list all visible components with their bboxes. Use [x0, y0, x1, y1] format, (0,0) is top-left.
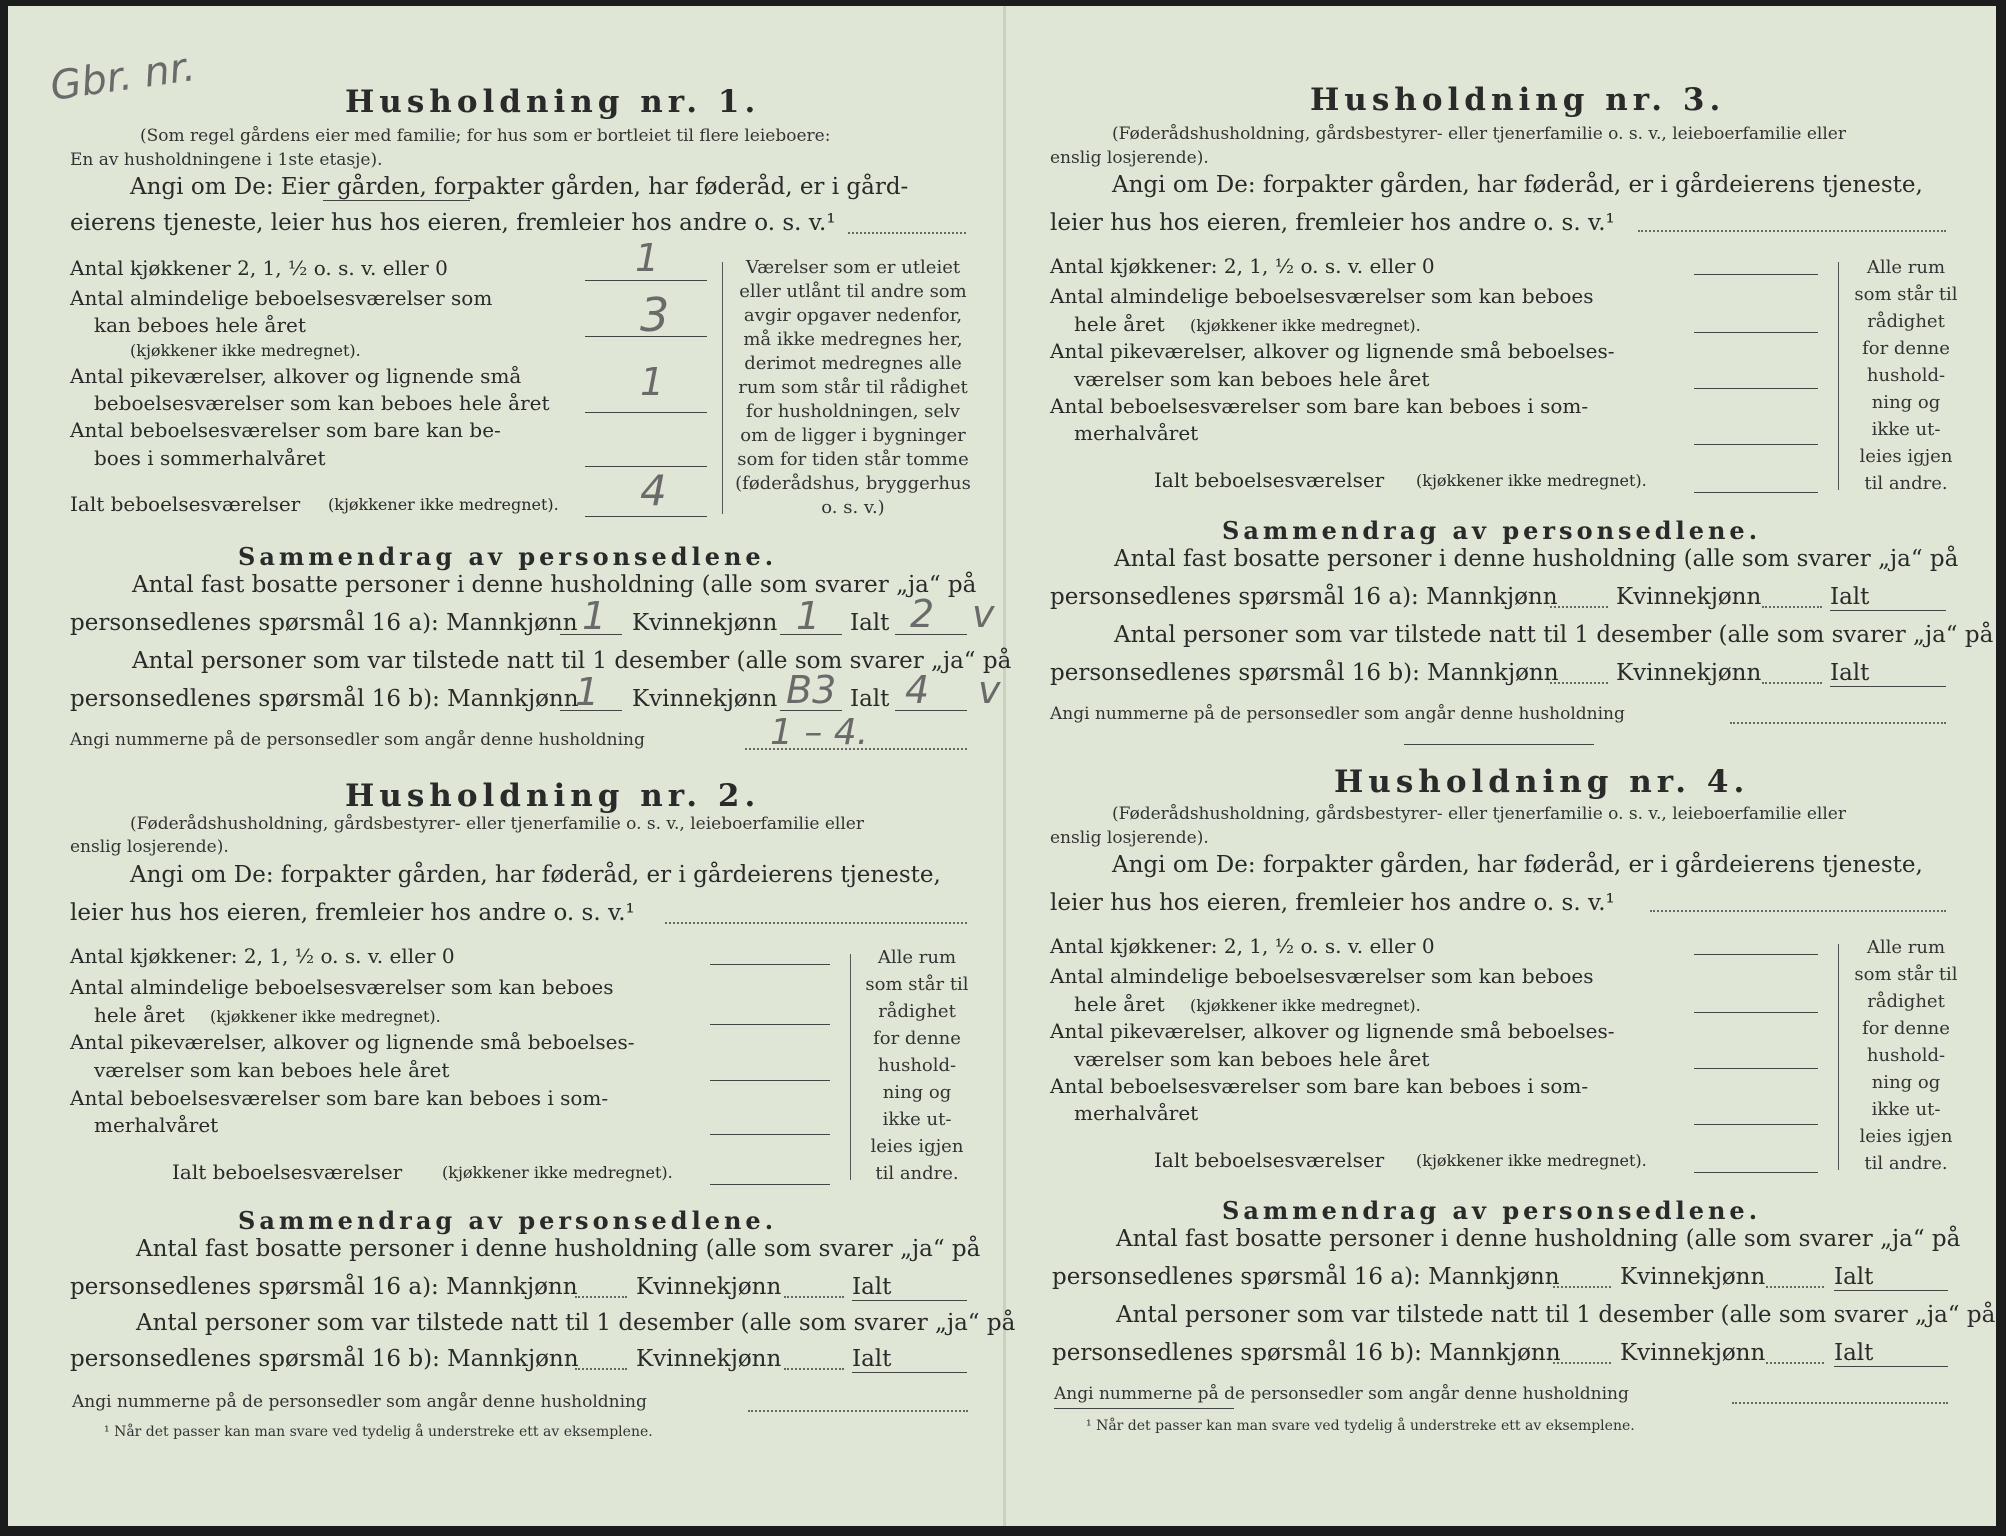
- hh1-room-kitchens: Antal kjøkkener 2, 1, ½ o. s. v. eller 0: [70, 256, 448, 280]
- hh3-brace-line: for denne: [1862, 338, 1950, 359]
- hh1-brace-text: Værelser som er utleiet eller utlånt til andre som avgir opgaver nedenfor, må ikke medregnes her, derimot medregnes alle rum som står til rådighet for husholdningen, selv om de ligger i bygninger som for tiden står tomme (føderådshus, bryggerhus o. s. v.): [735, 257, 971, 518]
- hh3-summary-b-total: Ialt: [1830, 660, 1870, 686]
- hh1-total-answer: 4: [640, 466, 667, 515]
- hh1-room-summer-2: boes i sommerhalvåret: [94, 446, 326, 470]
- hh2-room-summer-2: merhalvåret: [94, 1113, 219, 1137]
- hh3-brace: [1838, 262, 1847, 490]
- hh1-total-line: [585, 516, 707, 517]
- hh3-brace-line: ikke ut-: [1871, 419, 1941, 440]
- hh3-summer-line: [1694, 444, 1818, 445]
- hh4-brace-line: rådighet: [1867, 991, 1945, 1012]
- hh2-brace-line: for denne: [873, 1028, 961, 1049]
- hh3-brace-line: ning og: [1871, 392, 1941, 413]
- hh2-a-total-line: [852, 1300, 967, 1301]
- hh2-brace: [850, 954, 859, 1180]
- hh3-note-2: enslig losjerende).: [1050, 148, 1209, 168]
- hh3-summary-a-2: personsedlenes spørsmål 16 a): Mannkjønn: [1050, 584, 1558, 610]
- hh1-room-ordinary-1: Antal almindelige beboelsesværelser som: [70, 286, 493, 310]
- hh1-room-total-note: (kjøkkener ikke medregnet).: [328, 495, 559, 514]
- hh2-brace-line: rådighet: [878, 1001, 956, 1022]
- hh4-angi-dotline: [1650, 910, 1946, 912]
- hh4-summary-a-2: personsedlenes spørsmål 16 a): Mannkjønn: [1052, 1264, 1560, 1290]
- hh1-b-total-answer: 4: [905, 668, 930, 712]
- hh4-brace-line: hushold-: [1866, 1045, 1946, 1066]
- hh4-total-line: [1694, 1172, 1818, 1173]
- hh3-small-line: [1694, 388, 1818, 389]
- hh2-brace-line: ikke ut-: [882, 1109, 952, 1130]
- hh4-ordinary-line: [1694, 1012, 1818, 1013]
- hh2-room-ordinary-1: Antal almindelige beboelsesværelser som kan beboes: [70, 975, 614, 999]
- hh2-summary-b-total: Ialt: [852, 1346, 892, 1372]
- hh3-summary-b-2: personsedlenes spørsmål 16 b): Mannkjønn: [1050, 660, 1559, 686]
- hh4-angi-2: leier hus hos eieren, fremleier hos andre o. s. v.¹: [1050, 890, 1615, 916]
- hh3-brace-line: som står til: [1854, 284, 1958, 305]
- hh3-summary-b-female: Kvinnekjønn: [1616, 660, 1762, 686]
- hh4-note-1: (Føderådshusholdning, gårdsbestyrer- eller tjenerfamilie o. s. v., leieboerfamilie eller: [1112, 804, 1846, 824]
- hh1-angi-1: Angi om De: Eier gården, forpakter gården, har føderåd, er i gård-: [130, 174, 909, 200]
- hh4-room-summer-1: Antal beboelsesværelser som bare kan beboes i som-: [1050, 1074, 1589, 1098]
- hh4-b-male-line: [1553, 1362, 1611, 1364]
- hh4-room-total-note: (kjøkkener ikke medregnet).: [1416, 1151, 1647, 1170]
- hh2-total-line: [710, 1184, 830, 1185]
- hh3-angi-2: leier hus hos eieren, fremleier hos andre o. s. v.¹: [1050, 210, 1615, 236]
- hh1-kitchens-line: [585, 280, 707, 281]
- hh3-summary-a-total: Ialt: [1830, 584, 1870, 610]
- hh2-brace-line: leies igjen: [870, 1136, 964, 1157]
- hh3-angi-dotline: [1638, 230, 1946, 232]
- hh2-b-total-line: [852, 1372, 967, 1373]
- hh4-title: Husholdning nr. 4.: [1334, 764, 1750, 800]
- hh4-brace: [1838, 944, 1847, 1170]
- hh1-room-small-2: beboelsesværelser som kan beboes hele året: [94, 391, 550, 415]
- hh3-kitchens-line: [1694, 274, 1818, 275]
- hh4-room-ordinary-3: (kjøkkener ikke medregnet).: [1190, 996, 1421, 1015]
- hh1-summary-title: Sammendrag av personsedlene.: [238, 542, 778, 571]
- hh4-summer-line: [1694, 1124, 1818, 1125]
- hh4-room-small-2: værelser som kan beboes hele året: [1074, 1047, 1430, 1071]
- hh3-angi-1: Angi om De: forpakter gården, har føderåd, er i gårdeierens tjeneste,: [1112, 172, 1923, 198]
- hh1-numbers-label: Angi nummerne på de personsedler som angår denne husholdning: [70, 730, 645, 750]
- hh4-summary-a-total: Ialt: [1834, 1264, 1874, 1290]
- hh2-summary-b-1: Antal personer som var tilstede natt til 1 desember (alle som svarer „ja“ på: [136, 1310, 1016, 1336]
- hh3-room-small-2: værelser som kan beboes hele året: [1074, 367, 1430, 391]
- hh4-room-total: Ialt beboelsesværelser: [1154, 1148, 1385, 1172]
- hh4-room-kitchens: Antal kjøkkener: 2, 1, ½ o. s. v. eller 0: [1050, 934, 1435, 958]
- hh4-brace-line: ning og: [1871, 1072, 1941, 1093]
- hh4-summary-b-total: Ialt: [1834, 1340, 1874, 1366]
- hh3-brace-line: Alle rum: [1866, 257, 1946, 278]
- hh4-note-2: enslig losjerende).: [1050, 828, 1209, 848]
- hh1-summary-b-1: Antal personer som var tilstede natt til 1 desember (alle som svarer „ja“ på: [132, 648, 1012, 674]
- footnote-right: ¹ Når det passer kan man svare ved tydelig å understreke ett av eksemplene.: [1086, 1418, 1635, 1434]
- hh4-numbers-label: Angi nummerne på de personsedler som angår denne husholdning: [1054, 1384, 1629, 1404]
- hh1-room-small-1: Antal pikeværelser, alkover og lignende små: [70, 364, 522, 388]
- hh3-b-female-line: [1762, 682, 1822, 684]
- hh1-summary-a-female: Kvinnekjønn: [632, 610, 778, 636]
- hh4-summary-a-female: Kvinnekjønn: [1620, 1264, 1766, 1290]
- hh1-room-ordinary-2: kan beboes hele året: [94, 313, 306, 337]
- hh4-summary-b-female: Kvinnekjønn: [1620, 1340, 1766, 1366]
- hh4-summary-b-1: Antal personer som var tilstede natt til 1 desember (alle som svarer „ja“ på: [1116, 1302, 1996, 1328]
- hh3-room-total: Ialt beboelsesværelser: [1154, 468, 1385, 492]
- hh2-room-total: Ialt beboelsesværelser: [172, 1160, 403, 1184]
- hh2-room-ordinary-3: (kjøkkener ikke medregnet).: [210, 1007, 441, 1026]
- margin-handwritten-note: Gbr. nr.: [47, 44, 198, 110]
- hh1-small-answer: 1: [640, 360, 665, 404]
- hh1-b-male-answer: 1: [575, 670, 600, 714]
- hh2-numbers-dotline: [748, 1410, 968, 1412]
- hh1-summary-a-2: personsedlenes spørsmål 16 a): Mannkjønn: [70, 610, 578, 636]
- hh3-room-summer-2: merhalvåret: [1074, 421, 1199, 445]
- hh1-a-female-answer: 1: [796, 594, 821, 638]
- page-fold: [1003, 6, 1006, 1526]
- hh2-a-female-line: [784, 1296, 844, 1298]
- hh2-summary-a-1: Antal fast bosatte personer i denne husholdning (alle som svarer „ja“ på: [136, 1236, 981, 1262]
- hh3-room-small-1: Antal pikeværelser, alkover og lignende små beboelses-: [1050, 339, 1615, 363]
- hh1-b-female-answer: B3: [786, 668, 837, 712]
- hh3-note-1: (Føderådshusholdning, gårdsbestyrer- eller tjenerfamilie o. s. v., leieboerfamilie eller: [1112, 124, 1846, 144]
- hh1-kitchens-answer: 1: [635, 236, 660, 280]
- hh3-summary-a-female: Kvinnekjønn: [1616, 584, 1762, 610]
- hh2-summary-a-female: Kvinnekjønn: [636, 1274, 782, 1300]
- hh4-a-male-line: [1553, 1286, 1611, 1288]
- hh4-b-total-line: [1834, 1366, 1948, 1367]
- hh1-numbers-answer: 1 – 4.: [770, 712, 869, 753]
- hh1-summary-b-total: Ialt: [850, 686, 890, 712]
- hh1-summary-b-female: Kvinnekjønn: [632, 686, 778, 712]
- hh2-note-2: enslig losjerende).: [70, 837, 229, 857]
- hh3-a-male-line: [1550, 606, 1608, 608]
- hh3-brace-line: rådighet: [1867, 311, 1945, 332]
- hh3-brace-line: til andre.: [1864, 473, 1948, 494]
- hh4-small-line: [1694, 1068, 1818, 1069]
- hh2-angi-dotline: [665, 922, 967, 924]
- hh3-separator: [1404, 744, 1594, 745]
- hh4-brace-line: Alle rum: [1866, 937, 1946, 958]
- hh3-room-total-note: (kjøkkener ikke medregnet).: [1416, 471, 1647, 490]
- hh1-summary-a-total: Ialt: [850, 610, 890, 636]
- hh1-b-checkmark: v: [978, 668, 1001, 712]
- hh2-room-kitchens: Antal kjøkkener: 2, 1, ½ o. s. v. eller 0: [70, 944, 455, 968]
- hh1-note-2: En av husholdningene i 1ste etasje).: [70, 150, 383, 170]
- hh2-a-male-line: [575, 1296, 627, 1298]
- hh2-brace-line: som står til: [865, 974, 969, 995]
- hh3-brace-line: leies igjen: [1859, 446, 1953, 467]
- hh3-a-female-line: [1762, 606, 1822, 608]
- hh4-summary-a-1: Antal fast bosatte personer i denne husholdning (alle som svarer „ja“ på: [1116, 1226, 1961, 1252]
- hh3-room-summer-1: Antal beboelsesværelser som bare kan beboes i som-: [1050, 394, 1589, 418]
- hh2-brace-line: til andre.: [875, 1163, 959, 1184]
- hh4-summary-title: Sammendrag av personsedlene.: [1222, 1196, 1762, 1225]
- hh3-b-male-line: [1550, 682, 1608, 684]
- hh2-note-1: (Føderådshusholdning, gårdsbestyrer- eller tjenerfamilie o. s. v., leieboerfamilie eller: [130, 814, 864, 834]
- hh4-a-female-line: [1766, 1286, 1824, 1288]
- hh2-room-total-note: (kjøkkener ikke medregnet).: [442, 1163, 673, 1182]
- hh2-brace-line: ning og: [882, 1082, 952, 1103]
- hh2-summary-b-female: Kvinnekjønn: [636, 1346, 782, 1372]
- hh1-ordinary-answer: 3: [640, 288, 670, 342]
- hh2-room-small-2: værelser som kan beboes hele året: [94, 1058, 450, 1082]
- hh3-summary-b-1: Antal personer som var tilstede natt til 1 desember (alle som svarer „ja“ på: [1114, 622, 1994, 648]
- hh2-ordinary-line: [710, 1024, 830, 1025]
- hh3-total-line: [1694, 492, 1818, 493]
- hh2-brace-line: Alle rum: [877, 947, 957, 968]
- hh2-angi-1: Angi om De: forpakter gården, har føderåd, er i gårdeierens tjeneste,: [130, 862, 941, 888]
- hh2-summary-b-2: personsedlenes spørsmål 16 b): Mannkjønn: [70, 1346, 579, 1372]
- hh2-brace-line: hushold-: [877, 1055, 957, 1076]
- hh2-room-small-1: Antal pikeværelser, alkover og lignende små beboelses-: [70, 1030, 635, 1054]
- hh3-room-ordinary-1: Antal almindelige beboelsesværelser som kan beboes: [1050, 284, 1594, 308]
- hh2-summary-title: Sammendrag av personsedlene.: [238, 1206, 778, 1235]
- hh4-numbers-underline: [1054, 1408, 1234, 1409]
- hh4-brace-line: som står til: [1854, 964, 1958, 985]
- hh2-numbers-label: Angi nummerne på de personsedler som angår denne husholdning: [72, 1392, 647, 1412]
- hh1-a-male-answer: 1: [582, 594, 607, 638]
- footnote-left: ¹ Når det passer kan man svare ved tydelig å understreke ett av eksemplene.: [104, 1424, 653, 1440]
- hh4-a-total-line: [1834, 1290, 1948, 1291]
- hh4-b-female-line: [1766, 1362, 1824, 1364]
- hh2-small-line: [710, 1080, 830, 1081]
- hh1-a-checkmark: v: [972, 592, 995, 636]
- hh2-room-ordinary-2: hele året: [94, 1003, 185, 1027]
- hh2-b-male-line: [575, 1368, 627, 1370]
- hh3-room-ordinary-2: hele året: [1074, 312, 1165, 336]
- hh2-room-summer-1: Antal beboelsesværelser som bare kan beboes i som-: [70, 1086, 609, 1110]
- hh4-room-small-1: Antal pikeværelser, alkover og lignende små beboelses-: [1050, 1019, 1615, 1043]
- hh1-room-total: Ialt beboelsesværelser: [70, 492, 301, 516]
- hh4-brace-line: for denne: [1862, 1018, 1950, 1039]
- hh3-title: Husholdning nr. 3.: [1310, 82, 1726, 118]
- hh1-small-line: [585, 412, 707, 413]
- hh4-angi-1: Angi om De: forpakter gården, har føderåd, er i gårdeierens tjeneste,: [1112, 852, 1923, 878]
- hh1-note-1: (Som regel gårdens eier med familie; for hus som er bortleiet til flere leieboere:: [140, 126, 831, 146]
- hh1-room-ordinary-3: (kjøkkener ikke medregnet).: [130, 341, 361, 360]
- hh3-brace-line: hushold-: [1866, 365, 1946, 386]
- hh2-summary-a-total: Ialt: [852, 1274, 892, 1300]
- hh4-room-ordinary-1: Antal almindelige beboelsesværelser som kan beboes: [1050, 964, 1594, 988]
- hh4-room-summer-2: merhalvåret: [1074, 1101, 1199, 1125]
- hh2-angi-2: leier hus hos eieren, fremleier hos andre o. s. v.¹: [70, 900, 635, 926]
- hh4-brace-line: ikke ut-: [1871, 1099, 1941, 1120]
- hh3-numbers-dotline: [1730, 722, 1946, 724]
- hh2-summary-a-2: personsedlenes spørsmål 16 a): Mannkjønn: [70, 1274, 578, 1300]
- hh3-room-ordinary-3: (kjøkkener ikke medregnet).: [1190, 316, 1421, 335]
- hh3-room-kitchens: Antal kjøkkener: 2, 1, ½ o. s. v. eller 0: [1050, 254, 1435, 278]
- hh4-kitchens-line: [1694, 954, 1818, 955]
- hh2-summer-line: [710, 1134, 830, 1135]
- hh1-summary-a-1: Antal fast bosatte personer i denne husholdning (alle som svarer „ja“ på: [132, 572, 977, 598]
- hh4-summary-b-2: personsedlenes spørsmål 16 b): Mannkjønn: [1052, 1340, 1561, 1366]
- hh1-summary-b-2: personsedlenes spørsmål 16 b): Mannkjønn: [70, 686, 579, 712]
- hh4-numbers-dotline: [1732, 1402, 1948, 1404]
- hh3-numbers-label: Angi nummerne på de personsedler som angår denne husholdning: [1050, 704, 1625, 724]
- hh3-b-total-line: [1830, 686, 1946, 687]
- hh1-angi-dotline: [848, 232, 966, 234]
- hh2-kitchens-line: [710, 964, 830, 965]
- hh2-title: Husholdning nr. 2.: [345, 778, 761, 814]
- hh1-title: Husholdning nr. 1.: [345, 84, 761, 120]
- hh3-a-total-line: [1830, 610, 1946, 611]
- hh1-eier-underline: [323, 200, 470, 201]
- hh4-brace-line: til andre.: [1864, 1153, 1948, 1174]
- hh3-summary-title: Sammendrag av personsedlene.: [1222, 516, 1762, 545]
- hh2-b-female-line: [784, 1368, 844, 1370]
- hh1-room-summer-1: Antal beboelsesværelser som bare kan be-: [70, 418, 501, 442]
- hh3-summary-a-1: Antal fast bosatte personer i denne husholdning (alle som svarer „ja“ på: [1114, 546, 1959, 572]
- hh4-room-ordinary-2: hele året: [1074, 992, 1165, 1016]
- hh4-brace-line: leies igjen: [1859, 1126, 1953, 1147]
- hh3-ordinary-line: [1694, 332, 1818, 333]
- hh1-angi-2: eierens tjeneste, leier hus hos eieren, fremleier hos andre o. s. v.¹: [70, 210, 836, 236]
- hh1-brace: [722, 262, 731, 514]
- hh1-a-total-answer: 2: [910, 592, 935, 636]
